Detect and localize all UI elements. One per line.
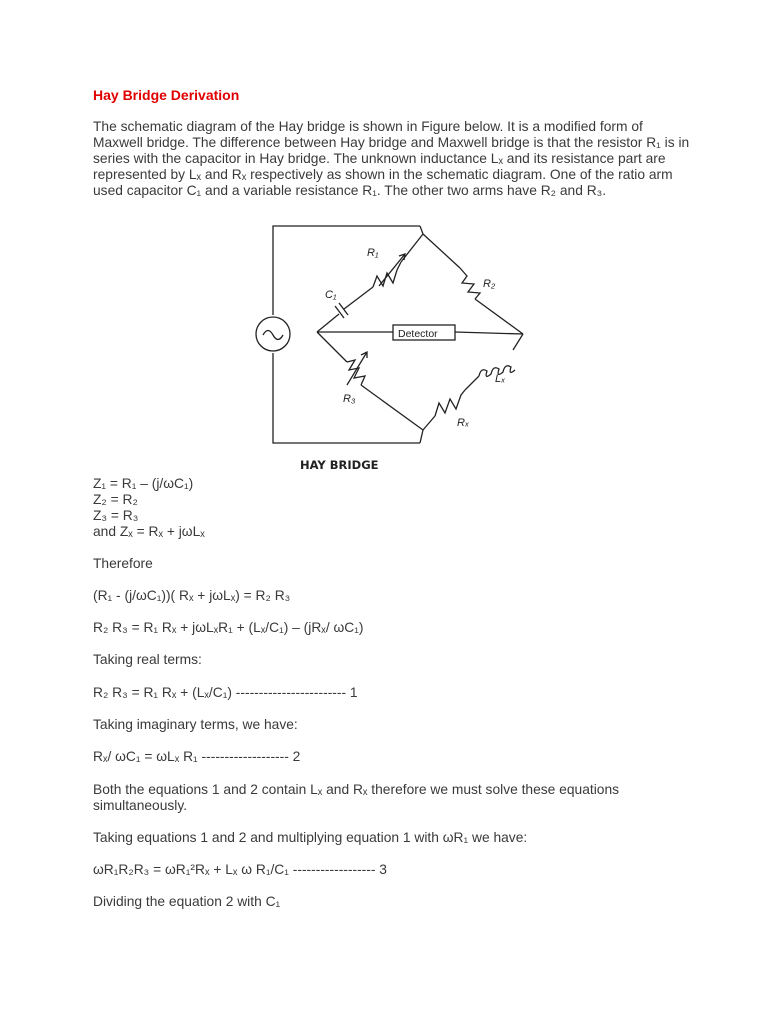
label-detector: Detector <box>398 328 438 340</box>
equation-a: (R₁ - (j/ωC₁))( Rₓ + jωLₓ) = R₂ R₃ <box>93 588 291 603</box>
label-c1: C₁ <box>325 289 337 301</box>
intro-paragraph: The schematic diagram of the Hay bridge is shown in Figure below. It is a modified form of Maxwell bridge. The difference between Hay bridge and Maxwell bridge is that the resistor R₁ is in series with the capacitor in Hay bridge. The unknown inductance Lₓ and its resistance part are represented by Lₓ and Rₓ respectively as shown in the schematic diagram. One of the ratio arm used capacitor C₁ and a variable resistance R₁. The other two arms have R₂ and R₃. <box>93 119 690 198</box>
equation-z2: Z₂ = R₂ <box>93 492 138 507</box>
equation-z3: Z₃ = R₃ <box>93 508 139 523</box>
label-rx: Rₓ <box>457 417 470 429</box>
both-equations-paragraph: Both the equations 1 and 2 contain Lₓ and Rₓ therefore we must solve these equations simultaneously. <box>93 782 620 813</box>
wire-top <box>273 226 420 315</box>
label-r2: R₂ <box>483 278 496 290</box>
label-lx: Lₓ <box>495 373 506 385</box>
imaginary-terms-text: Taking imaginary terms, we have: <box>93 717 298 732</box>
real-terms-text: Taking real terms: <box>93 652 202 667</box>
resistor-r2 <box>460 268 480 299</box>
wire-top-to-node <box>420 226 423 234</box>
resistor-rx <box>435 390 465 416</box>
dividing-text: Dividing the equation 2 with C₁ <box>93 894 281 909</box>
equation-1: R₂ R₃ = R₁ Rₓ + (Lₓ/C₁) ------------------------ 1 <box>93 685 358 700</box>
label-r3: R₃ <box>343 393 356 405</box>
figure-caption: HAY BRIDGE <box>300 458 379 472</box>
page-title: Hay Bridge Derivation <box>93 87 240 103</box>
equation-2: Rₓ/ ωC₁ = ωLₓ R₁ ------------------- 2 <box>93 749 301 764</box>
equation-z1: Z₁ = R₁ – (j/ωC₁) <box>93 476 194 491</box>
equation-b: R₂ R₃ = R₁ Rₓ + jωLₓR₁ + (Lₓ/C₁) – (jRₓ/ ωC₁) <box>93 620 364 635</box>
sine-wave-icon <box>263 331 283 340</box>
equation-3: ωR₁R₂R₃ = ωR₁²Rₓ + Lₓ ω R₁/C₁ ------------------ 3 <box>93 862 387 877</box>
resistor-r1 <box>373 262 401 287</box>
label-r1: R₁ <box>367 247 379 259</box>
taking-equations-text: Taking equations 1 and 2 and multiplying equation 1 with ωR₁ we have: <box>93 830 528 845</box>
equation-zx: and Zₓ = Rₓ + jωLₓ <box>93 524 205 539</box>
therefore-text: Therefore <box>93 556 153 571</box>
hay-bridge-schematic <box>255 220 525 450</box>
